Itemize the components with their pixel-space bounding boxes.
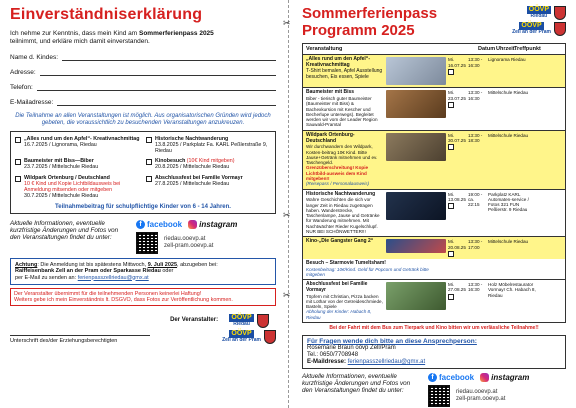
address-field[interactable]: Adresse: [10,68,276,76]
checkbox[interactable] [448,203,454,209]
facebook-icon: f [428,373,437,382]
scissors-icon: ✂ [283,290,291,300]
page-title: Einverständniserklärung [10,6,203,23]
email-link[interactable]: ferienpasszellriedau@gmx.at [77,274,149,281]
qr-code [428,385,450,407]
fee-note: Teilnahmebeitrag für schulpflichtige Kinder von 6 - 14 Jahren. [55,203,231,210]
social-section [302,373,566,407]
social-section [10,220,276,254]
bus-note: Bei der Fahrt mit dem Bus zum Tierpark und Kino bitten wir um verlässliche Teilnahme!! [329,325,539,331]
checkbox[interactable] [146,159,152,165]
checkbox[interactable] [15,137,21,143]
instagram-link[interactable]: instagram [188,220,237,229]
liability-warning: Der Veranstalter übernimmt für die teilnehmenden Personen keinerlei Haftung! Weiters gebe ich mein Einverständnis lt. DSGVO, dass Fotos zur Veröffentlichung kommen. [10,288,276,306]
email-link[interactable]: ferienpasszellriedau@gmx.at [347,359,426,365]
facebook-link[interactable]: f facebook [136,220,182,229]
oevp-zell-logo: OÖVP Zell an der Pram [222,330,261,344]
table-row: Wildpark Ortenburg-Deutschland Wir durchwandern den Wildpark, Kosten-beitrag 10€ Kind. Bitte Jause+Getränk mitnehmen und ev. Taschengeld. Grenzüberschreitung! Kopie Lichtbild-ausweis dem Kind mitgeben!! (Reisepass / Personalausweis) Mi. 30.07.25 13:30 - 18:30 Mittelschule Riedau [303,131,565,190]
checkbox[interactable] [448,251,454,257]
checkbox[interactable] [448,69,454,75]
checkbox[interactable] [146,176,152,182]
scissors-icon: ✂ [283,210,291,220]
event-photo [386,133,446,161]
deadline-box: Achtung: Die Anmeldung ist bis spätestens Mittwoch, 9. Juli 2025, abzugeben bei: Raiffeisenbank Zell an der Pram oder Sparkasse Riedau oder per E-Mail zu senden an: ferienpasszellriedau@gmx.at [10,258,276,285]
qr-code [136,232,158,254]
event-item[interactable]: „Alles rund um den Apfel“- Kreativnachmittag 16.7.2025 / Lignorama, Riedau [15,136,140,154]
signature-line[interactable] [10,335,150,336]
instagram-link[interactable]: instagram [480,373,529,382]
program-table [302,43,566,323]
event-item[interactable]: Wildpark Ortenburg / Deutschland 10 € Kind und Kopie Lichtbildausweis bei Anmeldung mitsenden oder mitgeben 30.7.2025 / Mittelschule Riedau [15,175,140,199]
checkbox[interactable] [146,137,152,143]
intro-text: Ich nehme zur Kenntnis, dass mein Kind am Sommerferienpass 2025 teilnimmt, und erkläre mich damit einverstanden. [10,30,214,45]
event-photo [386,57,446,85]
checkbox[interactable] [15,159,21,165]
table-row: „Alles rund um den Apfel“- Kreativnachmittag T-Shirt bemalen, Apfel Ausstellung besuchen, Eis essen, Spiele Mi. 16.07.25 13:30 - 16:30 Lignorama Riedau [303,55,565,88]
program-title: Sommerferienpass Programm 2025 [302,5,438,39]
event-photo [386,90,446,118]
phone-field[interactable]: Telefon: [10,83,276,91]
instagram-icon [188,220,197,229]
website-link[interactable]: riedau.ooevp.at [164,236,206,242]
crest-icon [257,314,269,328]
crest-icon [554,6,566,20]
table-row: Baumeister mit Biss Biber - tierisch guter Baumeister (Baumeister mit Biss) & Bachexkursion mit Kescher und Becherlupe unterwegs). Begleitet werden wir vom der Leader Region Sauwald-Pramtal Mi. 23.07.25 13:30 - 16:30 Mittelschule Riedau [303,88,565,130]
instagram-icon [480,373,489,382]
cut-line [288,0,289,408]
event-photo [386,282,446,310]
email-field[interactable]: E-Mailadresse: [10,98,276,106]
social-info: Aktuelle Informationen, eventuelle kurzfristige Änderungen und Fotos von den Veranstaltungen findet du unter: [10,219,119,242]
checkbox[interactable] [15,176,21,182]
oevp-zell-logo: OÖVP Zell an der Pram [512,22,551,36]
website-link[interactable]: zell-pram.ooevp.at [456,396,506,403]
oevp-riedau-logo: OÖVP Riedau [528,6,549,20]
table-row: Kino-„Die Gangster Gang 2“ Mi. 20.08.25 13:30 - 17:00 Mittelschule Riedau [303,237,565,259]
facebook-link[interactable]: f facebook [428,373,474,382]
event-checklist [10,131,276,214]
participation-note: Die Teilnahme an allen Veranstaltungen ist möglich. Aus organisatorischen Gründen wird jedoch gebeten, die voraussichtlich zu besuchenden Veranstaltungen anzukreuzen. [15,113,271,127]
organizer-row: Unterschrift des/der Erziehungsberechtigten Der Veranstalter: OÖVP Riedau OÖVP Zell an der Pram [10,314,276,344]
website-link[interactable]: zell-pram.ooevp.at [164,242,214,249]
website-link[interactable]: riedau.ooevp.at [456,389,498,396]
scissors-icon: ✂ [283,18,291,28]
child-name-field[interactable]: Name d. Kindes: [10,53,276,61]
crest-icon [264,330,276,344]
crest-icon [554,22,566,36]
event-item[interactable]: Abschlussfest bei Familie Vormayr 27.8.2025 / Mittelschule Riedau [146,175,271,199]
event-item[interactable]: Historische Nachtwanderung 13.8.2025 / Parkplatz Fa. KARL Peßlerstraße 9, Riedau [146,136,271,154]
table-header: Veranstaltung Datum Uhrzeit Treffpunkt [303,44,565,55]
table-row: Historische Nachtwanderung Wahre Geschichten die sich vor langer Zeit in Riedau zugetragen haben. Wanderstrecke, Taschenlampe, Jause und Getränke für Wanderung mitnehmen. Mit Nachtwächter Rieder Kugelschlupf. NUR BEI SCHÖNWETTER!!! Mi. 13.08.25 19:00 - ca. 22:15 Parkplatz KARL Automaten-service / Fotos 321 FUN Peßlerstr. 9 Riedau [303,190,565,238]
oevp-riedau-logo: OÖVP Riedau [231,314,252,328]
event-photo [386,192,446,220]
event-photo [386,239,446,253]
event-item[interactable]: Kinobesuch (10€ Kind mitgeben) 20.8.2025 / Mittelschule Riedau [146,158,271,170]
facebook-icon: f [136,220,145,229]
contact-box: Für Fragen wende dich bitte an diese Ansprechperson: Rosemarie Braun oövp Zell/Pram Tel.: 0650/7708948 E-Maildresse: ferienpasszellriedau@gmx.at [302,335,566,369]
event-item[interactable]: Baumeister mit Biss—Biber 23.7.2025 / Mittelschule Riedau [15,158,140,170]
table-row: Besuch – Starmovie Tumeltsham! Kostenbeitrag: 10€/Kind. Geld für Popcorn und Getränk bitte mitgeben [303,259,565,280]
checkbox[interactable] [448,102,454,108]
checkbox[interactable] [448,294,454,300]
checkbox[interactable] [448,144,454,150]
table-row: Abschlussfest bei Familie Vormayr Töpfern mit Christian, Pizza backen mit Lothar von der Getreideschmiede, Basteln, Spiele Abholung der Kinder: Habach 8, Riedau Mi. 27.08.25 13:30 - 16:30 Holz Möbelrestaurator Vormayr Ch. Habach 8, Riedau [306,281,536,320]
program-page [294,0,576,408]
social-info: Aktuelle Informationen, eventuelle kurzfristige Änderungen und Fotos von den Veranstaltungen findet du unter: [302,372,411,395]
consent-form [0,0,286,408]
